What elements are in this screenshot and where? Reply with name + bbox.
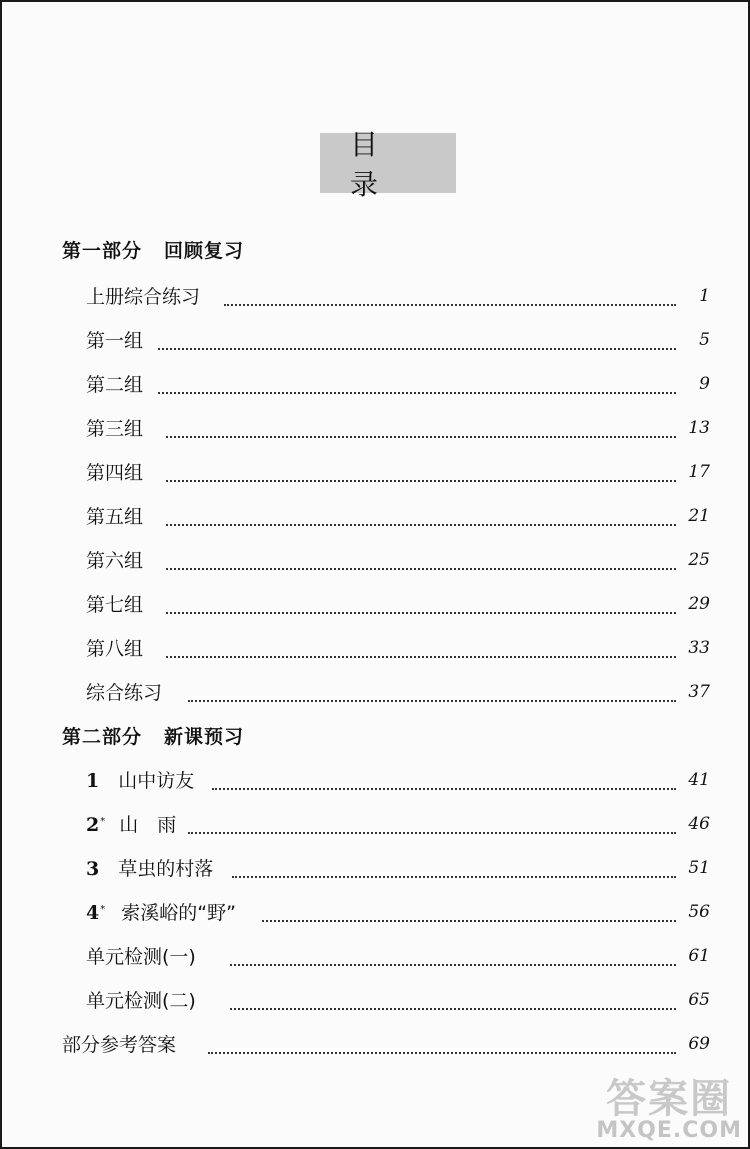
- leader-dots: [188, 680, 676, 702]
- page-number: 41: [688, 770, 710, 790]
- toc-entry[interactable]: [0, 678, 750, 708]
- toc-entry[interactable]: [0, 1030, 750, 1060]
- leader-dots: [230, 988, 676, 1010]
- lesson-title: 山中访友: [118, 770, 195, 792]
- page-number: 1: [699, 286, 710, 306]
- entry-label: [86, 854, 213, 881]
- leader-dots: [166, 460, 676, 482]
- leader-dots: [230, 944, 676, 966]
- watermark-logo: 答案圈: [606, 1076, 733, 1122]
- lesson-number: 4: [86, 902, 100, 924]
- page-number: 29: [688, 594, 710, 614]
- page-number: 33: [688, 638, 710, 658]
- entry-label: 第五组: [86, 506, 144, 528]
- leader-dots: [166, 592, 676, 614]
- page-number: 25: [688, 550, 710, 570]
- toc-entry[interactable]: [0, 458, 750, 488]
- entry-label: [86, 898, 236, 925]
- watermark-url: MXQE.COM: [596, 1118, 742, 1143]
- toc-entry[interactable]: [0, 634, 750, 664]
- entry-label: 部分参考答案: [62, 1034, 177, 1056]
- entry-label: [86, 766, 194, 793]
- page-number: 21: [688, 506, 710, 526]
- leader-dots: [224, 284, 676, 306]
- toc-entry[interactable]: [0, 810, 750, 840]
- watermark: [596, 1067, 742, 1143]
- entry-label: 第三组: [86, 418, 144, 440]
- lesson-number: 3: [86, 858, 100, 880]
- entry-label: 第八组: [86, 638, 144, 660]
- page-number: 9: [699, 374, 710, 394]
- leader-dots: [158, 372, 676, 394]
- toc-entry[interactable]: [0, 370, 750, 400]
- entry-label: 单元检测(一): [86, 946, 196, 968]
- toc-entry[interactable]: [0, 854, 750, 884]
- page-number: 5: [699, 330, 710, 350]
- lesson-title: 草虫的村落: [118, 858, 214, 880]
- optional-mark: *: [100, 815, 106, 827]
- toc-entry[interactable]: [0, 326, 750, 356]
- toc-entry[interactable]: [0, 414, 750, 444]
- lesson-title: 索溪峪的“野”: [121, 902, 236, 924]
- toc-entry[interactable]: [0, 986, 750, 1016]
- leader-dots: [166, 548, 676, 570]
- part1-label: 第一部分: [62, 240, 143, 262]
- entry-label: 第二组: [86, 374, 144, 396]
- leader-dots: [208, 1032, 676, 1054]
- toc-entry[interactable]: [0, 766, 750, 796]
- page-number: 69: [688, 1034, 710, 1054]
- entry-label: 单元检测(二): [86, 990, 196, 1012]
- lesson-title: 山 雨: [119, 814, 177, 836]
- toc-entry[interactable]: [0, 546, 750, 576]
- toc-entry[interactable]: [0, 502, 750, 532]
- page-number: 37: [688, 682, 710, 702]
- entry-label: [86, 810, 176, 837]
- part2-heading: [62, 722, 244, 749]
- page-number: 13: [688, 418, 710, 438]
- leader-dots: [166, 504, 676, 526]
- page-number: 51: [688, 858, 710, 878]
- lesson-number: 1: [86, 770, 100, 792]
- toc-entry[interactable]: [0, 898, 750, 928]
- page-number: 65: [688, 990, 710, 1010]
- leader-dots: [166, 416, 676, 438]
- entry-label: 综合练习: [86, 682, 163, 704]
- lesson-number: 2: [86, 814, 100, 836]
- leader-dots: [232, 856, 676, 878]
- toc-entry[interactable]: [0, 942, 750, 972]
- leader-dots: [188, 812, 676, 834]
- part2-label: 第二部分: [62, 726, 143, 748]
- page-number: 56: [688, 902, 710, 922]
- entry-label: 第四组: [86, 462, 144, 484]
- entry-label: 第六组: [86, 550, 144, 572]
- entry-label: 上册综合练习: [86, 286, 201, 308]
- toc-entry[interactable]: [0, 282, 750, 312]
- toc-title: 目录: [320, 133, 456, 193]
- part2-name: 新课预习: [164, 726, 245, 748]
- leader-dots: [166, 636, 676, 658]
- page-number: 46: [688, 814, 710, 834]
- page-number: 17: [688, 462, 710, 482]
- optional-mark: *: [100, 903, 106, 915]
- entry-label: 第七组: [86, 594, 144, 616]
- leader-dots: [212, 768, 676, 790]
- entry-label: 第一组: [86, 330, 144, 352]
- part1-heading: [62, 236, 244, 263]
- leader-dots: [158, 328, 676, 350]
- leader-dots: [262, 900, 676, 922]
- part1-name: 回顾复习: [164, 240, 245, 262]
- page-number: 61: [688, 946, 710, 966]
- toc-entry[interactable]: [0, 590, 750, 620]
